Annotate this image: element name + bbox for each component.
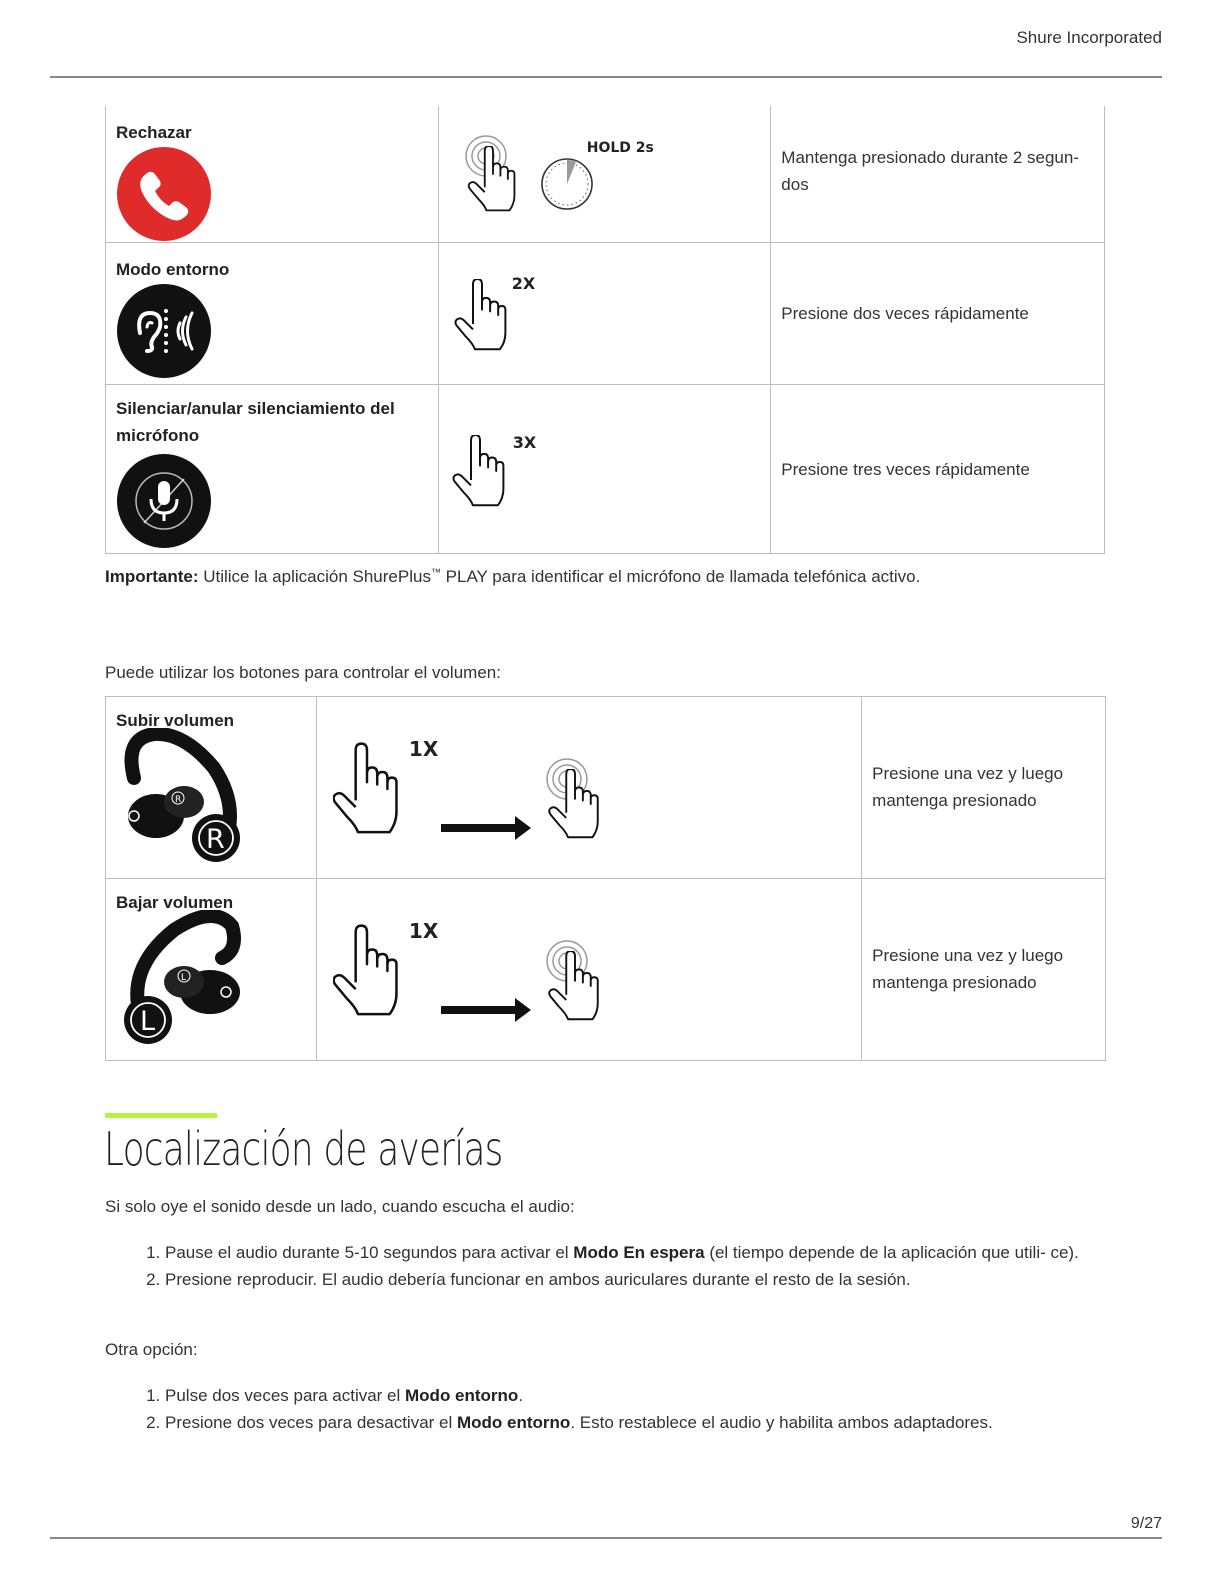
gesture-cell [316,879,861,1061]
gesture-label: 1X [408,737,439,761]
tap-icon [451,277,521,357]
description-cell [771,243,1105,385]
step-bold: Modo entorno [405,1386,519,1405]
description-cell [862,697,1106,879]
troubleshooting-intro: Si solo oye el sonido desde un lado, cuando escucha el audio: [105,1197,575,1216]
tap-hold-icon [543,937,623,1037]
svg-text:L: L [181,973,187,983]
step-text: . Esto restablece el audio y habilita ambos adaptadores. [570,1413,993,1432]
description-cell [771,106,1105,243]
label-cell [106,106,439,243]
call-controls-table [105,106,1105,554]
arrow-right-icon [439,813,539,843]
gesture-cell [316,697,861,879]
row-label: Subir volumen [116,711,235,730]
list-item [165,1266,1155,1293]
earphone-right-icon [114,728,254,868]
step-text: Pulse dos veces para activar el [165,1386,406,1405]
tap-icon [449,433,519,513]
table-row [106,106,1105,243]
note-text: PLAY para identificar el micrófono de llamada telefónica activo. [440,567,921,586]
header-divider [50,76,1162,78]
tap-hold-icon [543,755,623,855]
phone-hangup-icon [116,146,212,242]
steps-list-b [105,1382,1155,1436]
description-line: Presione dos veces rápidamente [781,304,1029,323]
volume-controls-table [105,696,1106,1061]
row-label: Silenciar/anular silenciamiento del [116,399,395,418]
table-row [106,243,1105,385]
step-text: Pause el audio durante 5-10 segundos para activar el [165,1243,574,1262]
step-text: . [518,1386,524,1405]
label-cell [106,243,439,385]
row-label: Modo entorno [116,260,230,279]
description-line: Presione una vez y luego [872,946,1064,965]
row-label: Bajar volumen [116,893,234,912]
step-bold: Modo En espera [573,1243,705,1262]
header-company: Shure Incorporated [1016,28,1162,47]
description-cell [862,879,1106,1061]
description-line: Presione tres veces rápidamente [781,460,1030,479]
list-item [165,1239,1155,1266]
arrow-right-icon [439,995,539,1025]
section-accent-bar [105,1113,217,1118]
trademark: ™ [430,567,441,579]
tap-icon [331,739,411,839]
list-item [165,1409,1155,1436]
gesture-cell [438,106,771,243]
label-cell [106,385,439,554]
section-title: Localización de averías [104,1122,503,1176]
table-row [106,697,1106,879]
list-item [165,1382,1155,1409]
gesture-label: 1X [408,919,439,943]
row-label: micrófono [116,426,200,445]
other-option: Otra opción: [105,1340,198,1359]
table-row [106,879,1106,1061]
gesture-label: 3X [512,433,537,452]
note-text: Utilice la aplicación ShurePlus [198,567,431,586]
mic-mute-icon [116,453,212,549]
step-bold: Modo entorno [457,1413,571,1432]
step-text: Presione dos veces para desactivar el [165,1413,457,1432]
description-line: mantenga presionado [872,973,1037,992]
step-text: (el tiempo depende de la aplicación que utili- ce). [704,1243,1079,1262]
earphone-left-icon [114,910,254,1050]
svg-text:L: L [140,1006,156,1037]
svg-text:R: R [175,795,182,805]
gesture-label: HOLD 2s [586,140,654,156]
label-cell [106,879,317,1061]
important-note [105,567,920,587]
gesture-cell [438,243,771,385]
description-line: Mantenga presionado durante 2 segun- [781,148,1079,167]
note-label: Importante: [105,567,199,586]
gesture-label: 2X [511,274,536,293]
description-cell [771,385,1105,554]
svg-text:R: R [206,824,225,855]
row-label: Rechazar [116,123,192,142]
description-line: mantenga presionado [872,791,1037,810]
footer-divider [50,1537,1162,1539]
table-row [106,385,1105,554]
environment-mode-icon [116,283,212,379]
step-text: Presione reproducir. El audio debería funcionar en ambos auriculares durante el resto de la sesión. [165,1270,911,1289]
description-line: Presione una vez y luego [872,764,1064,783]
steps-list-a [105,1239,1155,1293]
tap-icon [331,921,411,1021]
description-line: dos [781,175,809,194]
page-number: 9/27 [1130,1515,1162,1532]
timer-icon [539,156,599,216]
gesture-cell [438,385,771,554]
label-cell [106,697,317,879]
volume-intro: Puede utilizar los botones para controlar el volumen: [105,663,501,682]
